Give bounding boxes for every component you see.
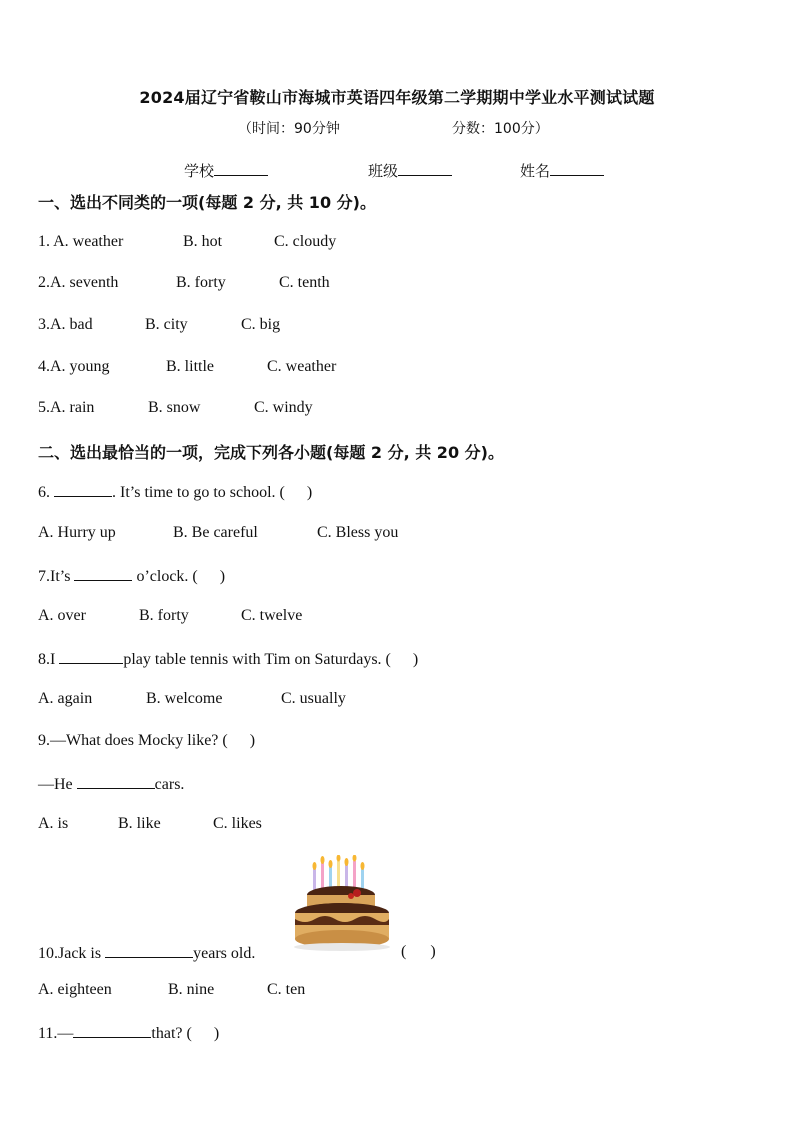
- q8-text: play table tennis with Tim on Saturdays. (: [123, 651, 391, 668]
- section-1-heading: 一、选出不同类的一项(每题 2 分, 共 10 分)。: [38, 193, 376, 212]
- name-label: 姓名: [520, 162, 551, 180]
- exam-time: （时间：90分钟: [238, 121, 340, 137]
- q4-option-c: C. weather: [267, 358, 337, 375]
- q10-close-paren: ): [430, 943, 436, 960]
- school-label: 学校: [184, 162, 215, 180]
- q7-option-c: C. twelve: [241, 607, 303, 624]
- name-blank[interactable]: [550, 161, 604, 176]
- q7-number: 7.It’s: [38, 568, 75, 585]
- q3-option-a: 3.A. bad: [38, 316, 93, 333]
- q1-option-c: C. cloudy: [274, 233, 337, 250]
- q7-stem: [38, 566, 225, 586]
- name-field: [520, 160, 604, 181]
- q11-close-paren: ): [213, 1025, 220, 1042]
- class-blank[interactable]: [398, 161, 452, 176]
- exam-title: 2024届辽宁省鞍山市海城市英语四年级第二学期期中学业水平测试试题: [139, 88, 655, 107]
- q10-open-paren: (: [401, 943, 407, 960]
- q8-option-b: B. welcome: [146, 690, 223, 707]
- q8-option-a: A. again: [38, 690, 93, 707]
- q7-text: o’clock. (: [132, 568, 198, 585]
- q4-option-b: B. little: [166, 358, 214, 375]
- q4-option-a: 4.A. young: [38, 358, 110, 375]
- q1-option-a: 1. A. weather: [38, 233, 124, 250]
- q9-blank[interactable]: [77, 774, 155, 789]
- q9-response-pre: —He: [38, 776, 77, 793]
- q3-option-c: C. big: [241, 316, 281, 333]
- q7-option-a: A. over: [38, 607, 86, 624]
- birthday-cake-image: [293, 855, 391, 951]
- q9-option-a: A. is: [38, 815, 69, 832]
- q9-question: 9.—What does Mocky like? (: [38, 732, 228, 749]
- q5-option-a: 5.A. rain: [38, 399, 95, 416]
- q9-response-post: cars.: [154, 776, 185, 793]
- q5-option-c: C. windy: [254, 399, 313, 416]
- q6-number: 6.: [38, 484, 54, 501]
- q6-option-c: C. Bless you: [317, 524, 399, 541]
- q10-option-c: C. ten: [267, 981, 306, 998]
- exam-score: 分数：100分）: [452, 121, 549, 137]
- class-label: 班级: [368, 162, 399, 180]
- q3-option-b: B. city: [145, 316, 188, 333]
- q6-option-a: A. Hurry up: [38, 524, 116, 541]
- q9-close-paren: ): [249, 732, 256, 749]
- q7-option-b: B. forty: [139, 607, 189, 624]
- section-2-heading: 二、选出最恰当的一项，完成下列各小题(每题 2 分, 共 20 分)。: [38, 443, 504, 462]
- q5-option-b: B. snow: [148, 399, 201, 416]
- q10-option-a: A. eighteen: [38, 981, 112, 998]
- school-blank[interactable]: [214, 161, 268, 176]
- q10-text: years old.: [193, 945, 256, 962]
- q8-stem: [38, 649, 418, 669]
- q8-blank[interactable]: [59, 649, 123, 664]
- q6-text: . It’s time to go to school. (: [112, 484, 285, 501]
- q11-number: 11.—: [38, 1025, 74, 1042]
- q1-option-b: B. hot: [183, 233, 223, 250]
- q10-blank[interactable]: [105, 943, 193, 958]
- school-field: [184, 160, 268, 181]
- q9-response: [38, 774, 184, 794]
- q11-text: that? (: [151, 1025, 192, 1042]
- q6-close-paren: ): [306, 484, 313, 501]
- q11-blank[interactable]: [73, 1023, 151, 1038]
- q11-stem: [38, 1023, 219, 1043]
- q8-close-paren: ): [412, 651, 419, 668]
- q9-option-b: B. like: [118, 815, 161, 832]
- q7-blank[interactable]: [74, 566, 132, 581]
- q2-option-b: B. forty: [176, 274, 226, 291]
- q10-stem: [38, 943, 255, 963]
- q10-number: 10.Jack is: [38, 945, 106, 962]
- q10-paren: [401, 943, 436, 961]
- class-field: [368, 160, 452, 181]
- q2-option-a: 2.A. seventh: [38, 274, 119, 291]
- q7-close-paren: ): [219, 568, 226, 585]
- q6-option-b: B. Be careful: [173, 524, 258, 541]
- q9-stem: [38, 732, 255, 750]
- q8-number: 8.I: [38, 651, 60, 668]
- q10-option-b: B. nine: [168, 981, 215, 998]
- q6-blank[interactable]: [54, 482, 112, 497]
- q9-option-c: C. likes: [213, 815, 262, 832]
- q2-option-c: C. tenth: [279, 274, 330, 291]
- q6-stem: [38, 482, 312, 502]
- q8-option-c: C. usually: [281, 690, 346, 707]
